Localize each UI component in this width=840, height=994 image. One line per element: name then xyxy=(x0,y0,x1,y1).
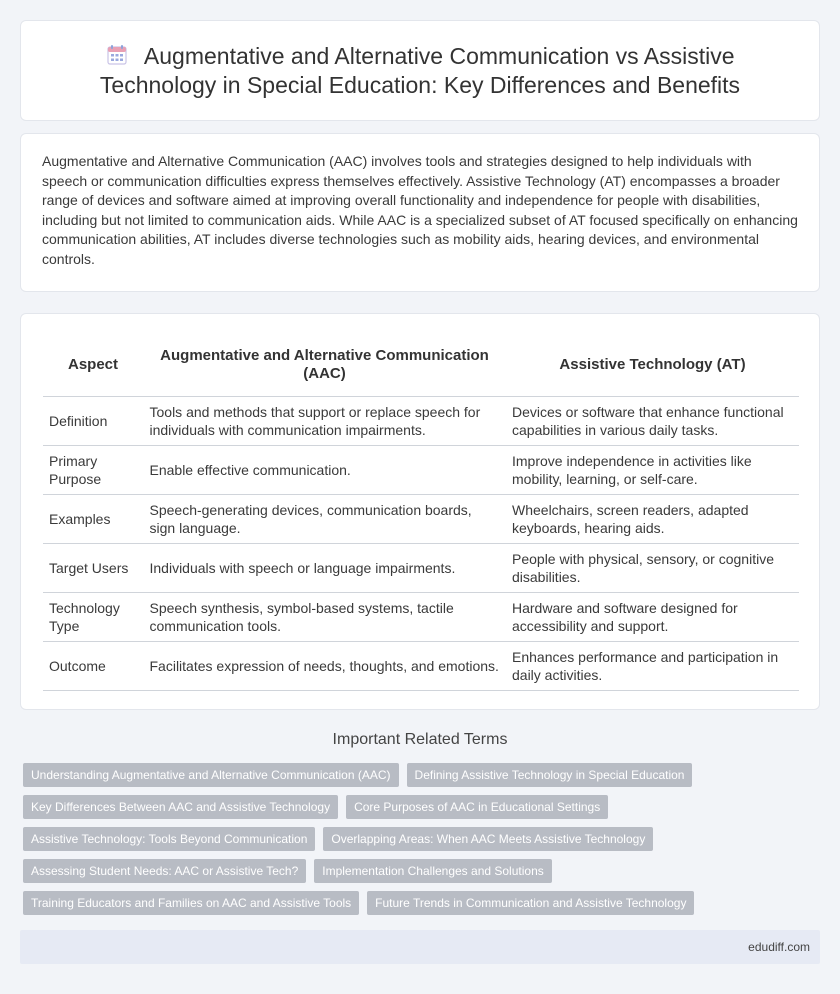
tag-row xyxy=(23,891,723,915)
title-row xyxy=(51,42,789,100)
tag-row xyxy=(23,859,723,883)
tag-row xyxy=(23,827,723,851)
page-title: Augmentative and Alternative Communication vs Assistive Technology in Special Education: Key Differences and Benefits xyxy=(99,42,741,98)
row-aac-value: Speech-generating devices, communication boards, sign language. xyxy=(143,494,506,543)
related-term-link[interactable]: Overlapping Areas: When AAC Meets Assistive Technology xyxy=(323,827,653,851)
calendar-icon xyxy=(105,44,129,66)
header-aspect: Aspect xyxy=(43,334,143,396)
row-at-value: Hardware and software designed for accessibility and support. xyxy=(506,592,799,641)
tag-row xyxy=(23,763,723,787)
row-aspect: Examples xyxy=(43,494,143,543)
related-term-link[interactable]: Understanding Augmentative and Alternative Communication (AAC) xyxy=(23,763,399,787)
row-aspect: Outcome xyxy=(43,641,143,690)
tag-row xyxy=(23,795,723,819)
related-term-link[interactable]: Training Educators and Families on AAC and Assistive Tools xyxy=(23,891,359,915)
row-aac-value: Enable effective communication. xyxy=(143,445,506,494)
header-aac: Augmentative and Alternative Communication (AAC) xyxy=(143,334,506,396)
row-aspect: Primary Purpose xyxy=(43,445,143,494)
related-term-link[interactable]: Core Purposes of AAC in Educational Settings xyxy=(346,795,608,819)
row-aspect: Definition xyxy=(43,396,143,445)
related-terms-list xyxy=(23,763,723,923)
related-term-link[interactable]: Implementation Challenges and Solutions xyxy=(314,859,551,883)
table-row xyxy=(43,543,799,592)
intro-card xyxy=(20,133,820,292)
footer-site-link[interactable]: edudiff.com xyxy=(748,940,810,954)
row-aac-value: Individuals with speech or language impairments. xyxy=(143,543,506,592)
row-at-value: People with physical, sensory, or cognitive disabilities. xyxy=(506,543,799,592)
table-row xyxy=(43,494,799,543)
comparison-table xyxy=(43,334,799,691)
title-card xyxy=(20,20,820,121)
row-at-value: Enhances performance and participation in daily activities. xyxy=(506,641,799,690)
related-term-link[interactable]: Future Trends in Communication and Assistive Technology xyxy=(367,891,694,915)
row-at-value: Improve independence in activities like mobility, learning, or self-care. xyxy=(506,445,799,494)
table-row xyxy=(43,445,799,494)
row-aac-value: Speech synthesis, symbol-based systems, tactile communication tools. xyxy=(143,592,506,641)
row-at-value: Devices or software that enhance functional capabilities in various daily tasks. xyxy=(506,396,799,445)
related-term-link[interactable]: Assessing Student Needs: AAC or Assistive Tech? xyxy=(23,859,306,883)
row-aspect: Technology Type xyxy=(43,592,143,641)
table-row xyxy=(43,592,799,641)
related-term-link[interactable]: Assistive Technology: Tools Beyond Communication xyxy=(23,827,315,851)
comparison-table-card xyxy=(20,313,820,710)
row-at-value: Wheelchairs, screen readers, adapted keyboards, hearing aids. xyxy=(506,494,799,543)
header-at: Assistive Technology (AT) xyxy=(506,334,799,396)
row-aac-value: Tools and methods that support or replace speech for individuals with communication impairments. xyxy=(143,396,506,445)
table-row xyxy=(43,396,799,445)
table-header-row xyxy=(43,334,799,396)
table-row xyxy=(43,641,799,690)
row-aspect: Target Users xyxy=(43,543,143,592)
related-term-link[interactable]: Key Differences Between AAC and Assistive Technology xyxy=(23,795,338,819)
related-term-link[interactable]: Defining Assistive Technology in Special Education xyxy=(407,763,693,787)
footer xyxy=(20,930,820,964)
row-aac-value: Facilitates expression of needs, thoughts, and emotions. xyxy=(143,641,506,690)
intro-paragraph: Augmentative and Alternative Communication (AAC) involves tools and strategies designed to help individuals with speech or communication difficulties express themselves effectively. Assistive Technology (AT) encompasses a broader range of devices and software aimed at improving overall functionality and independence for people with disabilities, including but not limited to communication aids. While AAC is a specialized subset of AT focused specifically on enhancing communication abilities, AT includes diverse technologies such as mobility aids, hearing devices, and environmental controls. xyxy=(42,153,798,267)
related-terms-heading: Important Related Terms xyxy=(332,731,508,748)
